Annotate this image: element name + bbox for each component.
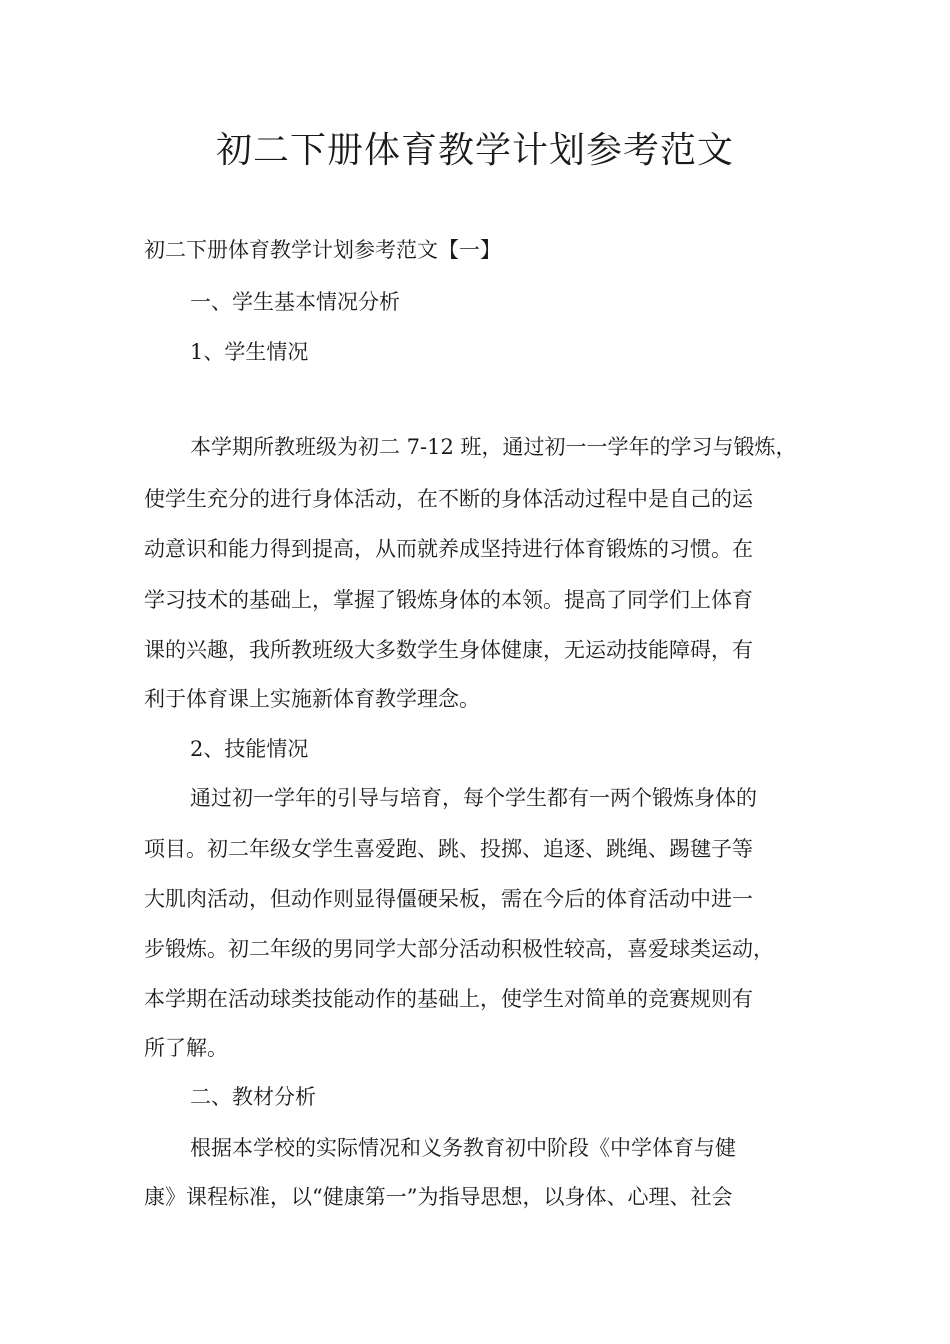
- paragraph-line: 所了解。: [144, 1036, 228, 1060]
- subheading-student-situation: 1、学生情况: [190, 340, 309, 364]
- paragraph-line: 利于体育课上实施新体育教学理念。: [144, 687, 480, 711]
- paragraph-line: 本学期所教班级为初二 7-12 班，通过初一一学年的学习与锻炼，: [190, 435, 797, 459]
- paragraph-line: 步锻炼。初二年级的男同学大部分活动积极性较高，喜爱球类运动，: [144, 937, 774, 961]
- paragraph-line: 大肌肉活动，但动作则显得僵硬呆板，需在今后的体育活动中进一: [144, 887, 753, 911]
- paragraph-line: 根据本学校的实际情况和义务教育初中阶段《中学体育与健: [190, 1136, 736, 1160]
- paragraph-line: 通过初一学年的引导与培育，每个学生都有一两个锻炼身体的: [190, 786, 757, 810]
- section-heading-student-analysis: 一、学生基本情况分析: [190, 290, 400, 314]
- section-heading-materials-analysis: 二、教材分析: [190, 1085, 316, 1109]
- paragraph-line: 项目。初二年级女学生喜爱跑、跳、投掷、追逐、跳绳、踢毽子等: [144, 837, 753, 861]
- document-subtitle: 初二下册体育教学计划参考范文【一】: [144, 238, 501, 262]
- subheading-skill-situation: 2、技能情况: [190, 737, 309, 761]
- paragraph-line: 学习技术的基础上，掌握了锻炼身体的本领。提高了同学们上体育: [144, 588, 753, 612]
- paragraph-line: 动意识和能力得到提高，从而就养成坚持进行体育锻炼的习惯。在: [144, 537, 753, 561]
- document-title: 初二下册体育教学计划参考范文: [215, 130, 734, 171]
- paragraph-line: 课的兴趣，我所教班级大多数学生身体健康，无运动技能障碍，有: [144, 638, 753, 662]
- paragraph-line: 康》课程标准，以“健康第一”为指导思想，以身体、心理、社会: [144, 1185, 733, 1209]
- paragraph-line: 本学期在活动球类技能动作的基础上，使学生对简单的竞赛规则有: [144, 987, 753, 1011]
- paragraph-line: 使学生充分的进行身体活动，在不断的身体活动过程中是自己的运: [144, 487, 753, 511]
